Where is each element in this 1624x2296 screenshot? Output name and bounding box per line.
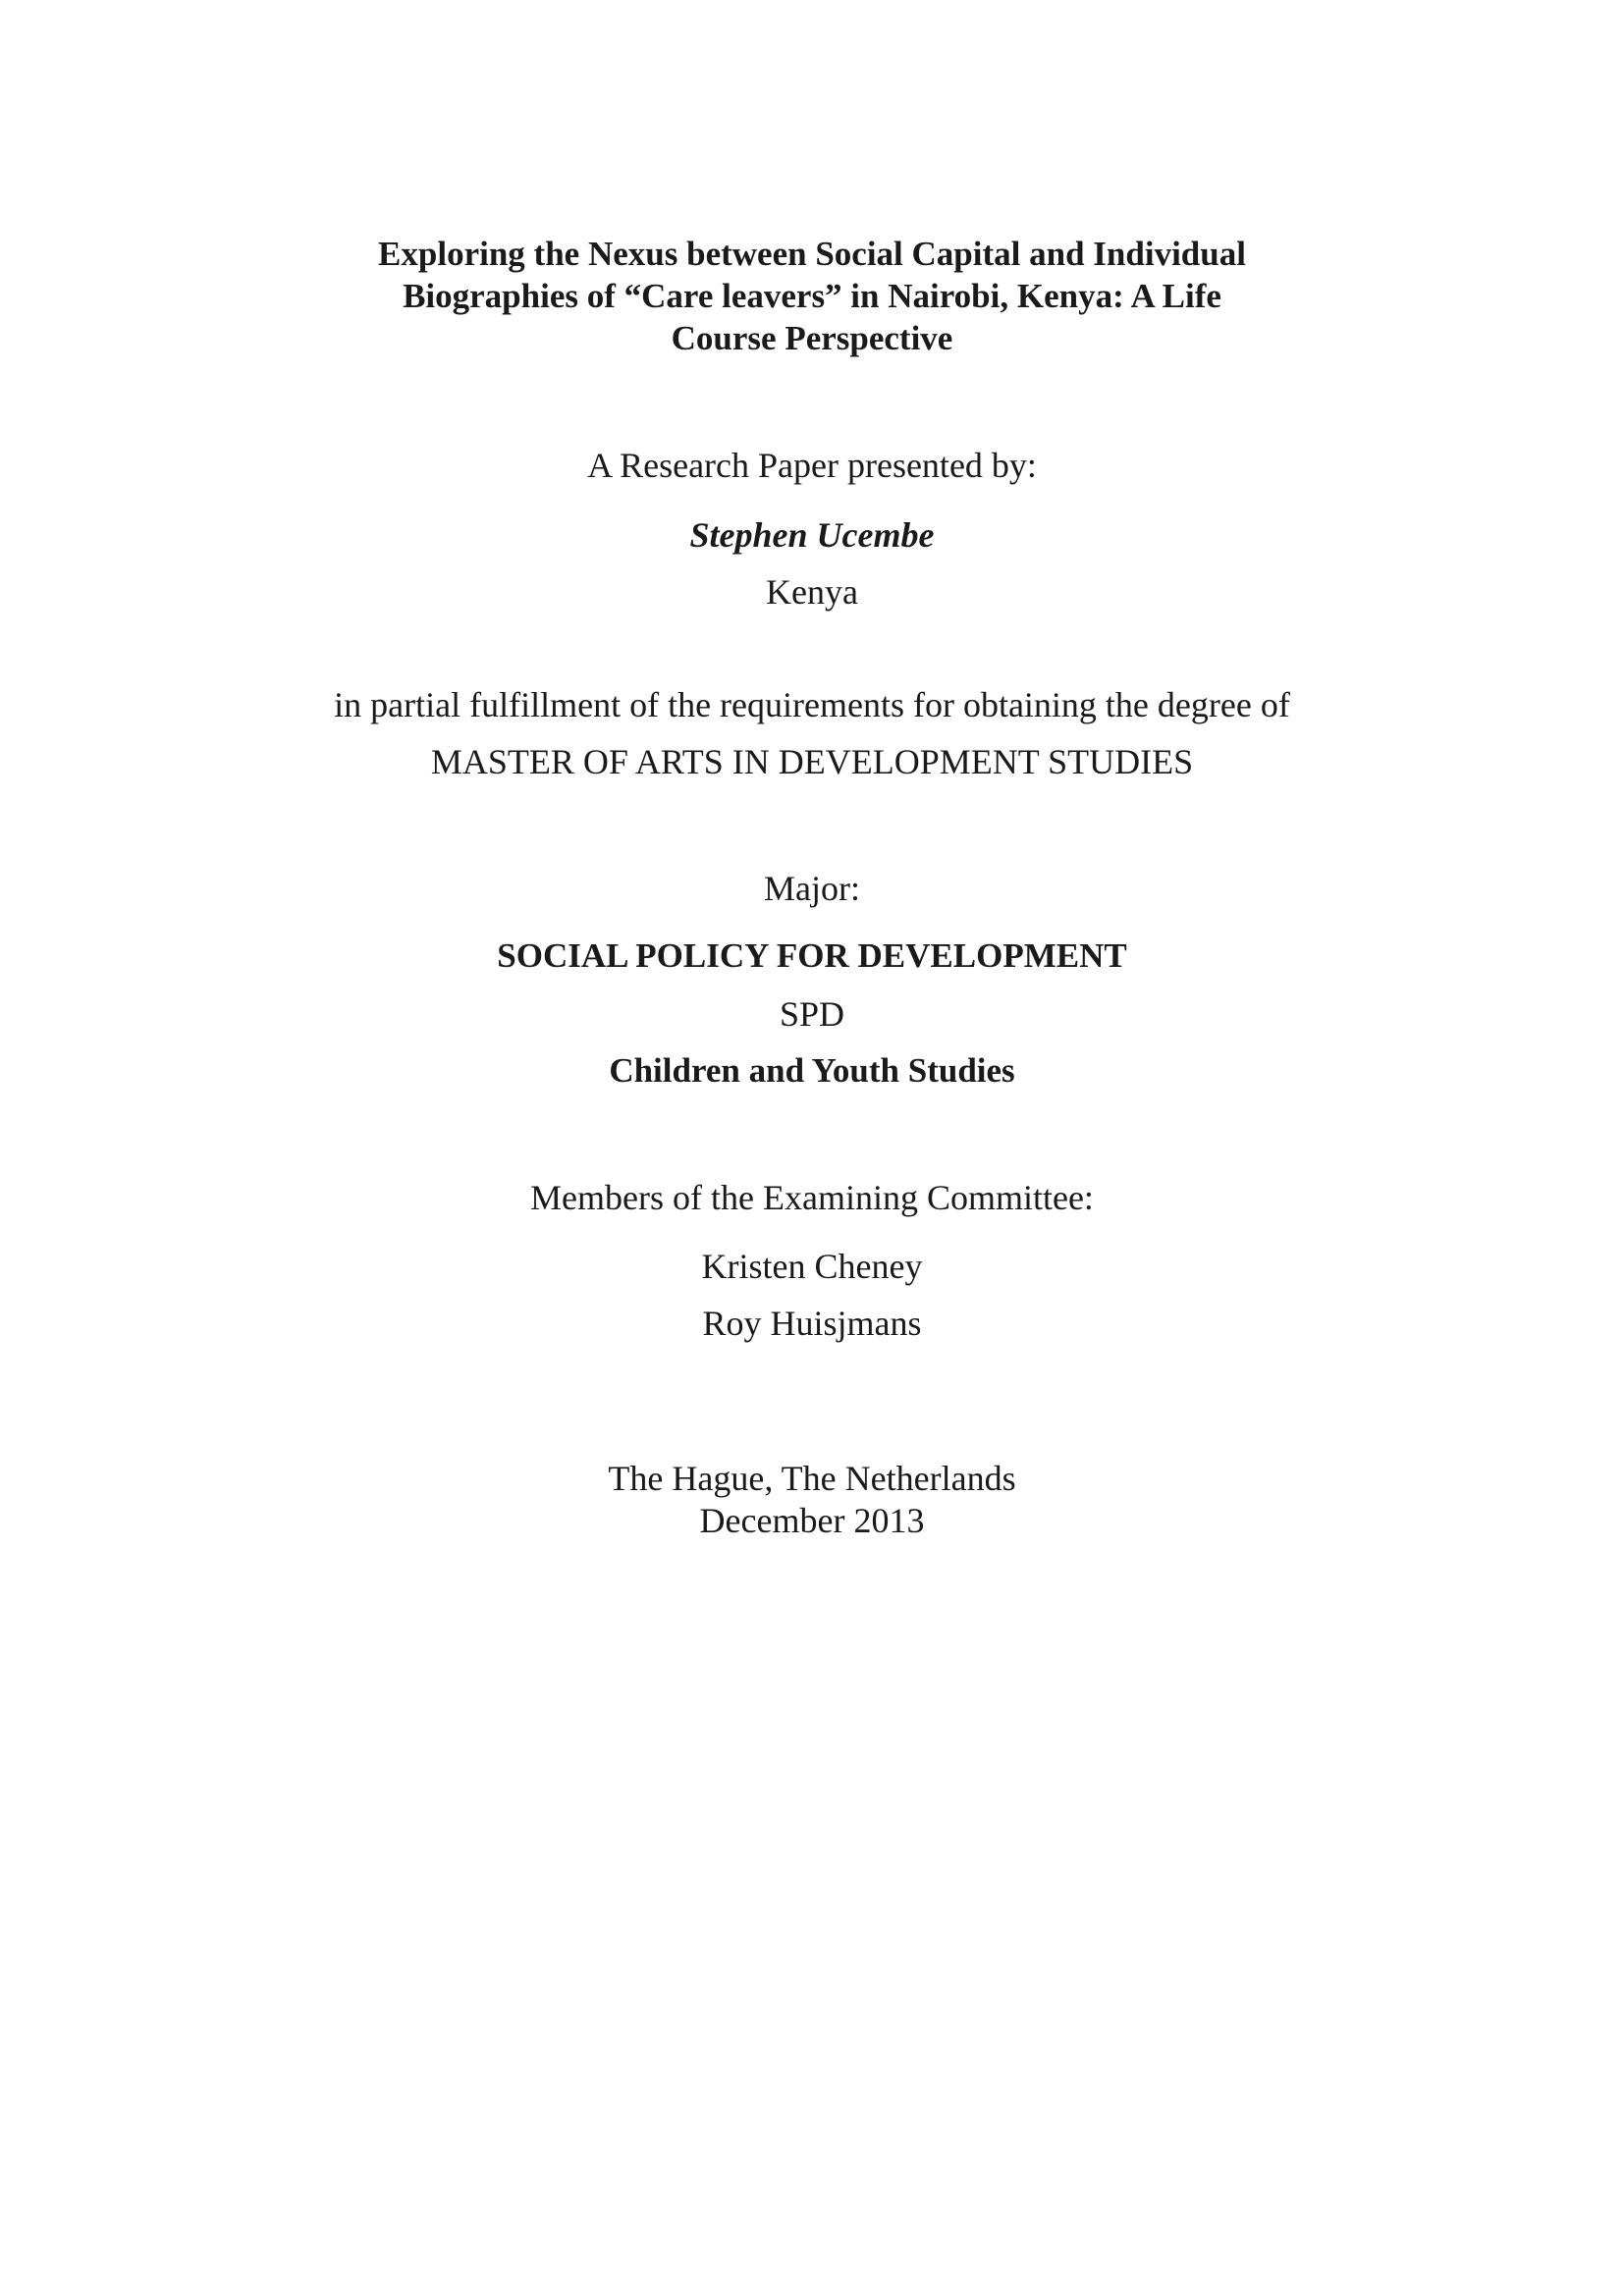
place: The Hague, The Netherlands [608, 1459, 1016, 1498]
presented-by: A Research Paper presented by: [587, 446, 1037, 485]
committee-label: Members of the Examining Committee: [530, 1178, 1094, 1217]
major-name: SOCIAL POLICY FOR DEVELOPMENT [497, 936, 1127, 975]
author-name: Stephen Ucembe [689, 515, 935, 555]
degree-name: MASTER OF ARTS IN DEVELOPMENT STUDIES [430, 742, 1194, 781]
author-country: Kenya [766, 572, 858, 612]
date: December 2013 [699, 1501, 925, 1540]
degree-statement: in partial fulfillment of the requirements for obtaining the degree of [334, 685, 1290, 724]
specialization: Children and Youth Studies [609, 1051, 1015, 1090]
committee-member: Kristen Cheney [701, 1247, 923, 1286]
title-line-2: Biographies of “Care leavers” in Nairobi, Kenya: A Life [403, 277, 1221, 315]
title-line-3: Course Perspective [671, 319, 953, 357]
major-abbreviation: SPD [779, 994, 845, 1034]
committee-member: Roy Huisjmans [702, 1304, 922, 1343]
title-line-1: Exploring the Nexus between Social Capital and Individual [378, 235, 1246, 273]
major-label: Major: [764, 869, 860, 908]
